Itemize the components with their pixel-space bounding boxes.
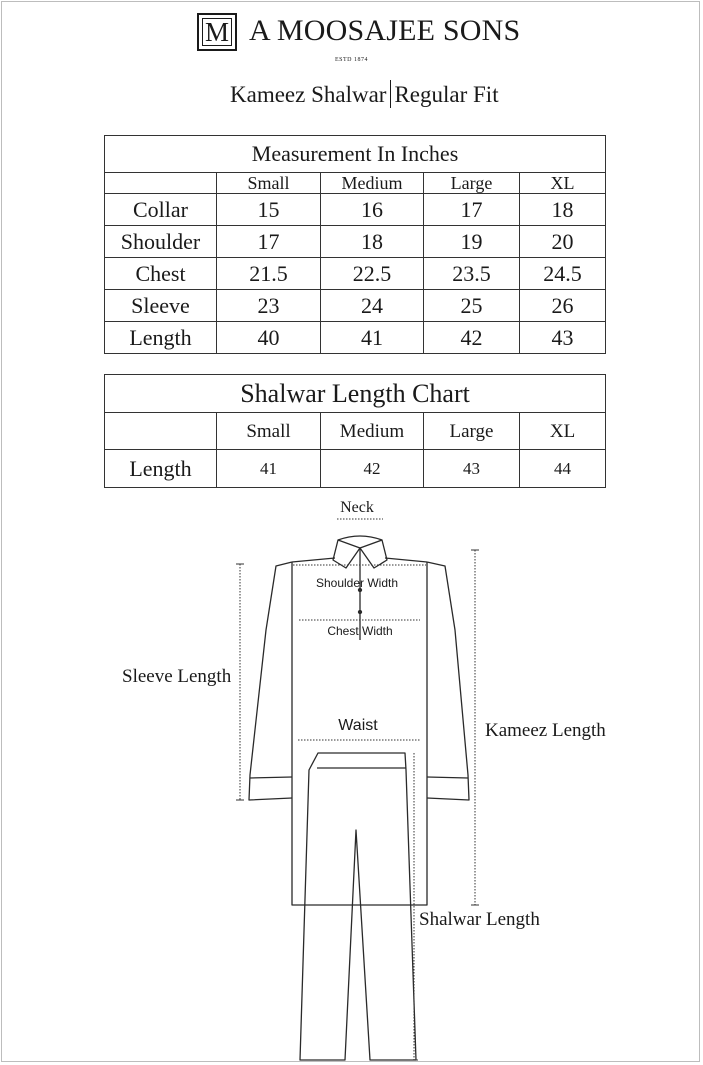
row-label: Chest (105, 258, 217, 290)
row-label: Length (105, 450, 217, 488)
table-header-row (105, 173, 606, 194)
right-cuff-line (427, 777, 468, 778)
table-cell: 23 (217, 290, 321, 322)
table-cell: 42 (424, 322, 520, 354)
table-cell: 24.5 (520, 258, 606, 290)
table-cell: 22.5 (321, 258, 424, 290)
table-row (105, 194, 606, 226)
garment-diagram (0, 490, 703, 1065)
product-subtitle (230, 80, 499, 108)
established-text: ESTD 1874 (335, 57, 368, 63)
table-cell: 18 (321, 226, 424, 258)
collar-left (333, 540, 360, 568)
table-cell: 43 (520, 322, 606, 354)
table-cell: 40 (217, 322, 321, 354)
table-cell: 17 (217, 226, 321, 258)
row-label: Sleeve (105, 290, 217, 322)
waist-label: Waist (338, 717, 378, 734)
table-cell: 41 (321, 322, 424, 354)
table-row (105, 258, 606, 290)
table-cell: 23.5 (424, 258, 520, 290)
shalwar-length-table (104, 374, 606, 488)
table-cell: 20 (520, 226, 606, 258)
row-label: Shoulder (105, 226, 217, 258)
kameez-length-label: Kameez Length (485, 720, 606, 741)
table-cell: 21.5 (217, 258, 321, 290)
column-header: XL (520, 173, 606, 194)
column-header: Large (424, 173, 520, 194)
column-header: Small (217, 173, 321, 194)
table-cell: 16 (321, 194, 424, 226)
product-name: Kameez Shalwar (230, 82, 387, 107)
left-cuff-line (250, 777, 292, 778)
table-row (105, 290, 606, 322)
column-header: Large (424, 413, 520, 450)
button (359, 611, 362, 614)
row-label: Collar (105, 194, 217, 226)
column-header: Small (217, 413, 321, 450)
fit-name: Regular Fit (394, 82, 499, 107)
table-row (105, 226, 606, 258)
shoulder-width-label: Shoulder Width (315, 576, 399, 590)
table-title: Shalwar Length Chart (105, 375, 606, 413)
table-cell: 43 (424, 450, 520, 488)
sleeve-length-label: Sleeve Length (122, 666, 232, 687)
left-sleeve (249, 562, 292, 800)
column-header: Medium (321, 173, 424, 194)
collar-back (338, 536, 382, 540)
row-label: Length (105, 322, 217, 354)
subtitle-divider (390, 80, 391, 108)
table-row (105, 322, 606, 354)
table-cell: 15 (217, 194, 321, 226)
table-cell: 25 (424, 290, 520, 322)
header-empty-cell (105, 413, 217, 450)
brand-logo (197, 13, 237, 51)
table-header-row (105, 413, 606, 450)
table-cell: 41 (217, 450, 321, 488)
header-empty-cell (105, 173, 217, 194)
table-cell: 44 (520, 450, 606, 488)
right-sleeve (427, 562, 469, 800)
brand-name: A MOOSAJEE SONS (249, 14, 521, 47)
kameez-measurement-table (104, 135, 606, 354)
table-cell: 19 (424, 226, 520, 258)
column-header: Medium (321, 413, 424, 450)
neck-label: Neck (340, 499, 374, 516)
table-cell: 17 (424, 194, 520, 226)
collar-right (360, 540, 387, 568)
table-cell: 18 (520, 194, 606, 226)
column-header: XL (520, 413, 606, 450)
shalwar-length-label: Shalwar Length (419, 909, 540, 930)
shalwar-outline (300, 753, 416, 1060)
table-cell: 42 (321, 450, 424, 488)
table-title: Measurement In Inches (105, 136, 606, 173)
table-cell: 24 (321, 290, 424, 322)
table-row (105, 450, 606, 488)
table-cell: 26 (520, 290, 606, 322)
logo-letter: M (202, 18, 232, 46)
chest-width-label: Chest Width (327, 624, 393, 638)
